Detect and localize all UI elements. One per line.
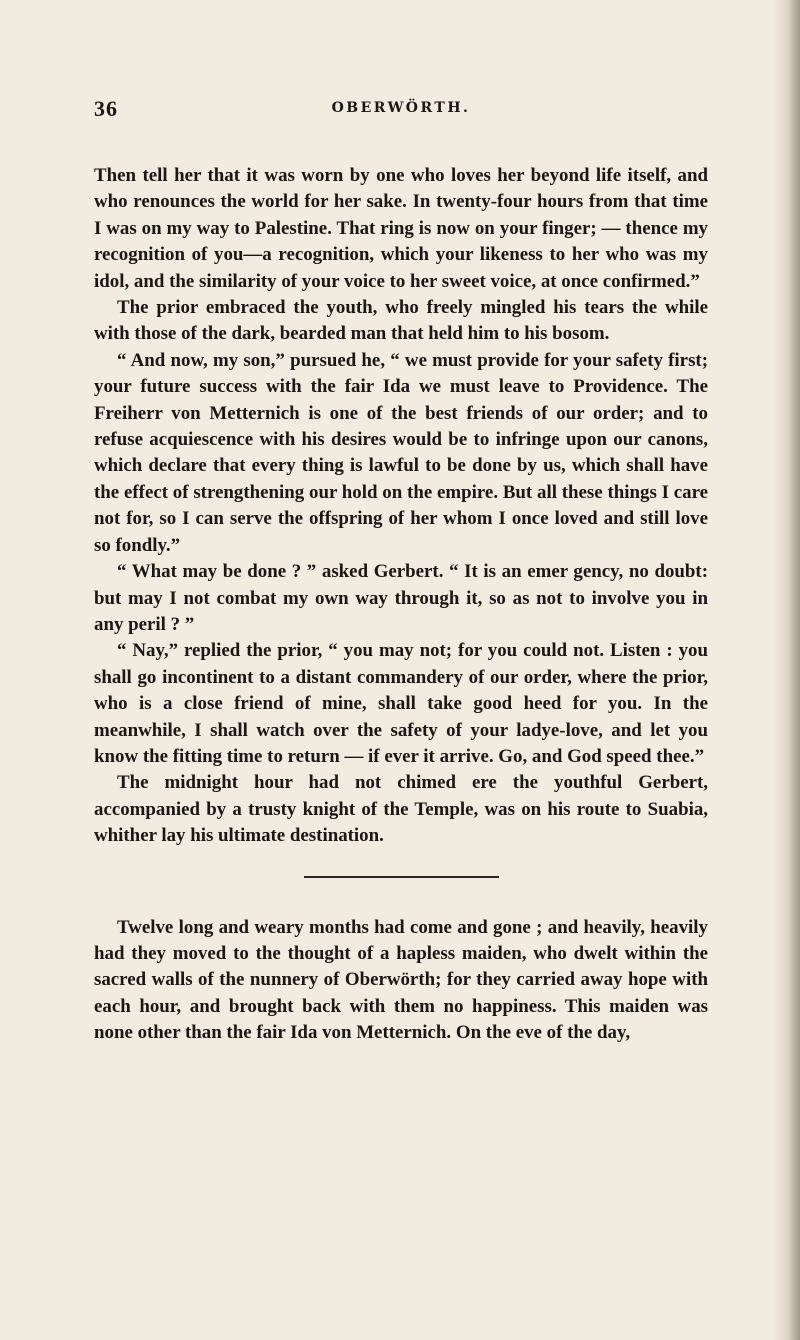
paragraph-7: Twelve long and weary months had come and gone ; and heavily, heavily had they moved to the thought of a hapless maiden, who dwelt within the sacred walls of the nunnery of Oberwörth; for they carried away hope with each hour, and brought back with them no happiness. This maiden was none other than the fair Ida von Metternich. On the eve of the day,: [94, 916, 708, 1044]
page-header: [94, 96, 708, 136]
body-text: [94, 163, 708, 1047]
running-head: OBERWÖRTH.: [331, 100, 471, 116]
page-number: 36: [94, 96, 118, 121]
paragraph-4: “ What may be done ? ” asked Gerbert. “ It is an emer gency, no doubt: but may I not combat my own way through it, so as not to involve you in any peril ? ”: [94, 561, 708, 635]
paragraph-2: The prior embraced the youth, who freely mingled his tears the while with those of the dark, bearded man that held him to his bosom.: [94, 297, 708, 345]
paragraph-1: Then tell her that it was worn by one who loves her beyond life itself, and who renounces the world for her sake. In twenty-four hours from that time I was on my way to Palestine. That ring is now on your finger; — thence my recognition of you—a recognition, which your likeness to her who was my idol, and the similarity of your voice to her sweet voice, at once confirmed.”: [94, 165, 708, 292]
paragraph-5: “ Nay,” replied the prior, “ you may not; for you could not. Listen : you shall go incontinent to a distant commandery of our order, where the prior, who is a close friend of mine, shall take good heed for you. In the meanwhile, I shall watch over the safety of your ladye-love, and let you know the fitting time to return — if ever it arrive. Go, and God speed thee.”: [94, 640, 708, 767]
paragraph-6: The midnight hour had not chimed ere the youthful Gerbert, accompanied by a trusty knight of the Temple, was on his route to Suabia, whither lay his ultimate destination.: [94, 772, 708, 847]
paragraph-3: “ And now, my son,” pursued he, “ we must provide for your safety first; your future success with the fair Ida we must leave to Providence. The Freiherr von Metternich is one of the best friends of our order; and to refuse acquiescence with his desires would be to infringe upon our canons, which declare that every thing is lawful to be done by us, which shall have the effect of strengthening our hold on the empire. But all these things I care not for, so I can serve the offspring of her whom I once loved and still love so fondly.”: [94, 349, 708, 556]
section-divider: [304, 876, 499, 878]
page-edge-shadow: [774, 0, 800, 1340]
